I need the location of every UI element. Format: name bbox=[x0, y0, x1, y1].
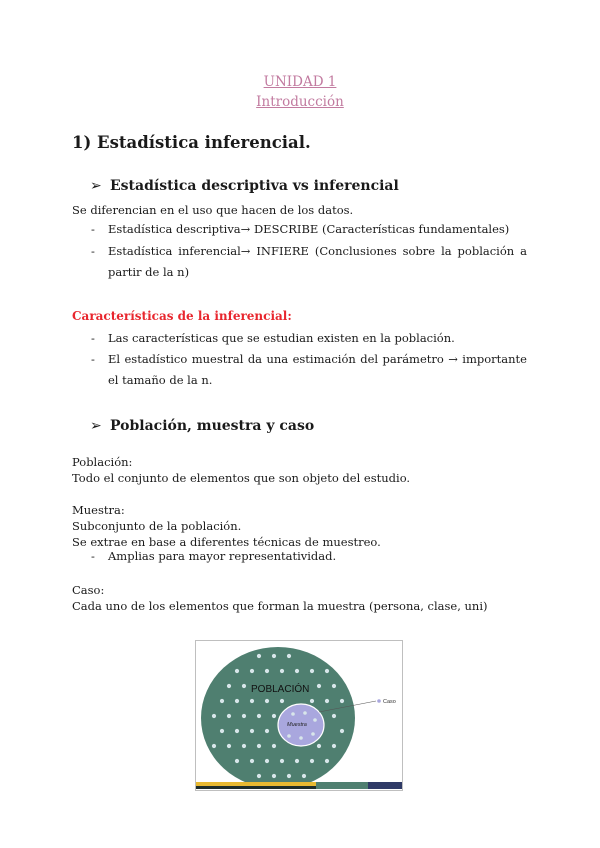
population-dot bbox=[235, 669, 239, 673]
population-dot bbox=[227, 714, 231, 718]
population-dot bbox=[317, 684, 321, 688]
list-item bbox=[91, 349, 527, 391]
list-item bbox=[91, 546, 527, 567]
footer-bar-navy bbox=[368, 782, 402, 789]
population-dot bbox=[242, 714, 246, 718]
population-dot bbox=[220, 699, 224, 703]
dash-bullet: - bbox=[91, 222, 95, 236]
list-item-text: Estadística descriptiva→ DESCRIBE (Características fundamentales) bbox=[108, 222, 510, 236]
sample-dot bbox=[299, 736, 303, 740]
population-dot bbox=[332, 684, 336, 688]
population-dot bbox=[235, 699, 239, 703]
caracteristicas-heading: Características de la inferencial: bbox=[72, 309, 292, 323]
population-dot bbox=[227, 684, 231, 688]
population-dot bbox=[250, 729, 254, 733]
case-dot bbox=[377, 699, 381, 703]
population-dot bbox=[250, 759, 254, 763]
figure-svg bbox=[195, 640, 403, 791]
population-dot bbox=[242, 684, 246, 688]
unit-title: UNIDAD 1 bbox=[263, 74, 337, 90]
population-dot bbox=[272, 774, 276, 778]
sample-label: Muestra bbox=[287, 722, 307, 728]
list-item-text: Estadística inferencial→ INFIERE (Conclusiones sobre la población a partir de la n) bbox=[108, 244, 527, 279]
population-dot bbox=[212, 744, 216, 748]
population-dot bbox=[212, 714, 216, 718]
caso-label: Caso: bbox=[72, 583, 105, 597]
population-dot bbox=[302, 774, 306, 778]
population-dot bbox=[220, 729, 224, 733]
poblacion-text: Todo el conjunto de elementos que son objeto del estudio. bbox=[72, 471, 411, 485]
population-dot bbox=[340, 699, 344, 703]
population-dot bbox=[310, 669, 314, 673]
population-dot bbox=[250, 699, 254, 703]
population-sample-figure bbox=[195, 640, 403, 791]
sample-dot bbox=[311, 732, 315, 736]
population-dot bbox=[295, 669, 299, 673]
population-dot bbox=[310, 759, 314, 763]
population-dot bbox=[272, 744, 276, 748]
population-dot bbox=[325, 759, 329, 763]
muestra-text: Se extrae en base a diferentes técnicas de muestreo. bbox=[72, 535, 381, 549]
population-dot bbox=[295, 759, 299, 763]
population-dot bbox=[310, 699, 314, 703]
population-dot bbox=[272, 654, 276, 658]
footer-bar-yellow bbox=[196, 782, 316, 786]
population-dot bbox=[332, 744, 336, 748]
list-item bbox=[91, 328, 527, 349]
population-dot bbox=[235, 759, 239, 763]
population-dot bbox=[257, 774, 261, 778]
poblacion-label: Población: bbox=[72, 455, 133, 469]
population-dot bbox=[317, 744, 321, 748]
subsection-heading-text: Estadística descriptiva vs inferencial bbox=[110, 178, 399, 194]
population-label: POBLACIÓN bbox=[251, 684, 310, 695]
list-item-text: Amplias para mayor representatividad. bbox=[108, 549, 337, 563]
muestra-text: Subconjunto de la población. bbox=[72, 519, 242, 533]
caso-text: Cada uno de los elementos que forman la muestra (persona, clase, uni) bbox=[72, 599, 488, 613]
population-dot bbox=[265, 699, 269, 703]
dash-bullet: - bbox=[91, 331, 95, 345]
population-dot bbox=[265, 729, 269, 733]
sample-dot bbox=[287, 734, 291, 738]
dash-bullet: - bbox=[91, 352, 95, 366]
subsection-heading-descriptiva bbox=[90, 178, 399, 194]
population-dot bbox=[235, 729, 239, 733]
population-dot bbox=[287, 774, 291, 778]
sample-dot bbox=[291, 712, 295, 716]
population-dot bbox=[325, 699, 329, 703]
arrow-bullet-icon: ➢ bbox=[90, 178, 102, 194]
population-circle bbox=[201, 647, 355, 789]
footer-bar-dark bbox=[196, 786, 316, 789]
subsection-heading-text: Población, muestra y caso bbox=[110, 418, 315, 434]
population-dot bbox=[265, 669, 269, 673]
sample-dot bbox=[313, 718, 317, 722]
population-dot bbox=[280, 759, 284, 763]
subsection-heading-poblacion bbox=[90, 418, 314, 434]
population-dot bbox=[265, 759, 269, 763]
population-dot bbox=[257, 714, 261, 718]
case-label: Caso bbox=[383, 699, 396, 705]
list-item bbox=[91, 241, 527, 283]
population-dot bbox=[287, 654, 291, 658]
intro-paragraph: Se diferencian en el uso que hacen de los datos. bbox=[72, 203, 354, 217]
unit-subtitle: Introducción bbox=[256, 94, 344, 110]
list-item-text: El estadístico muestral da una estimación del parámetro → importante el tamaño de la n. bbox=[108, 352, 527, 387]
population-dot bbox=[325, 669, 329, 673]
population-dot bbox=[280, 699, 284, 703]
list-item bbox=[91, 219, 527, 240]
sample-dot bbox=[303, 711, 307, 715]
population-dot bbox=[280, 669, 284, 673]
footer-bar-green bbox=[316, 782, 368, 789]
dash-bullet: - bbox=[91, 549, 95, 563]
list-item-text: Las características que se estudian existen en la población. bbox=[108, 331, 455, 345]
population-dot bbox=[250, 669, 254, 673]
population-dot bbox=[227, 744, 231, 748]
population-dot bbox=[272, 714, 276, 718]
population-dot bbox=[242, 744, 246, 748]
population-dot bbox=[340, 729, 344, 733]
section-title: 1) Estadística inferencial. bbox=[72, 133, 311, 152]
population-dot bbox=[257, 744, 261, 748]
muestra-label: Muestra: bbox=[72, 503, 125, 517]
population-dot bbox=[257, 654, 261, 658]
dash-bullet: - bbox=[91, 244, 95, 258]
arrow-bullet-icon: ➢ bbox=[90, 418, 102, 434]
population-dot bbox=[332, 714, 336, 718]
